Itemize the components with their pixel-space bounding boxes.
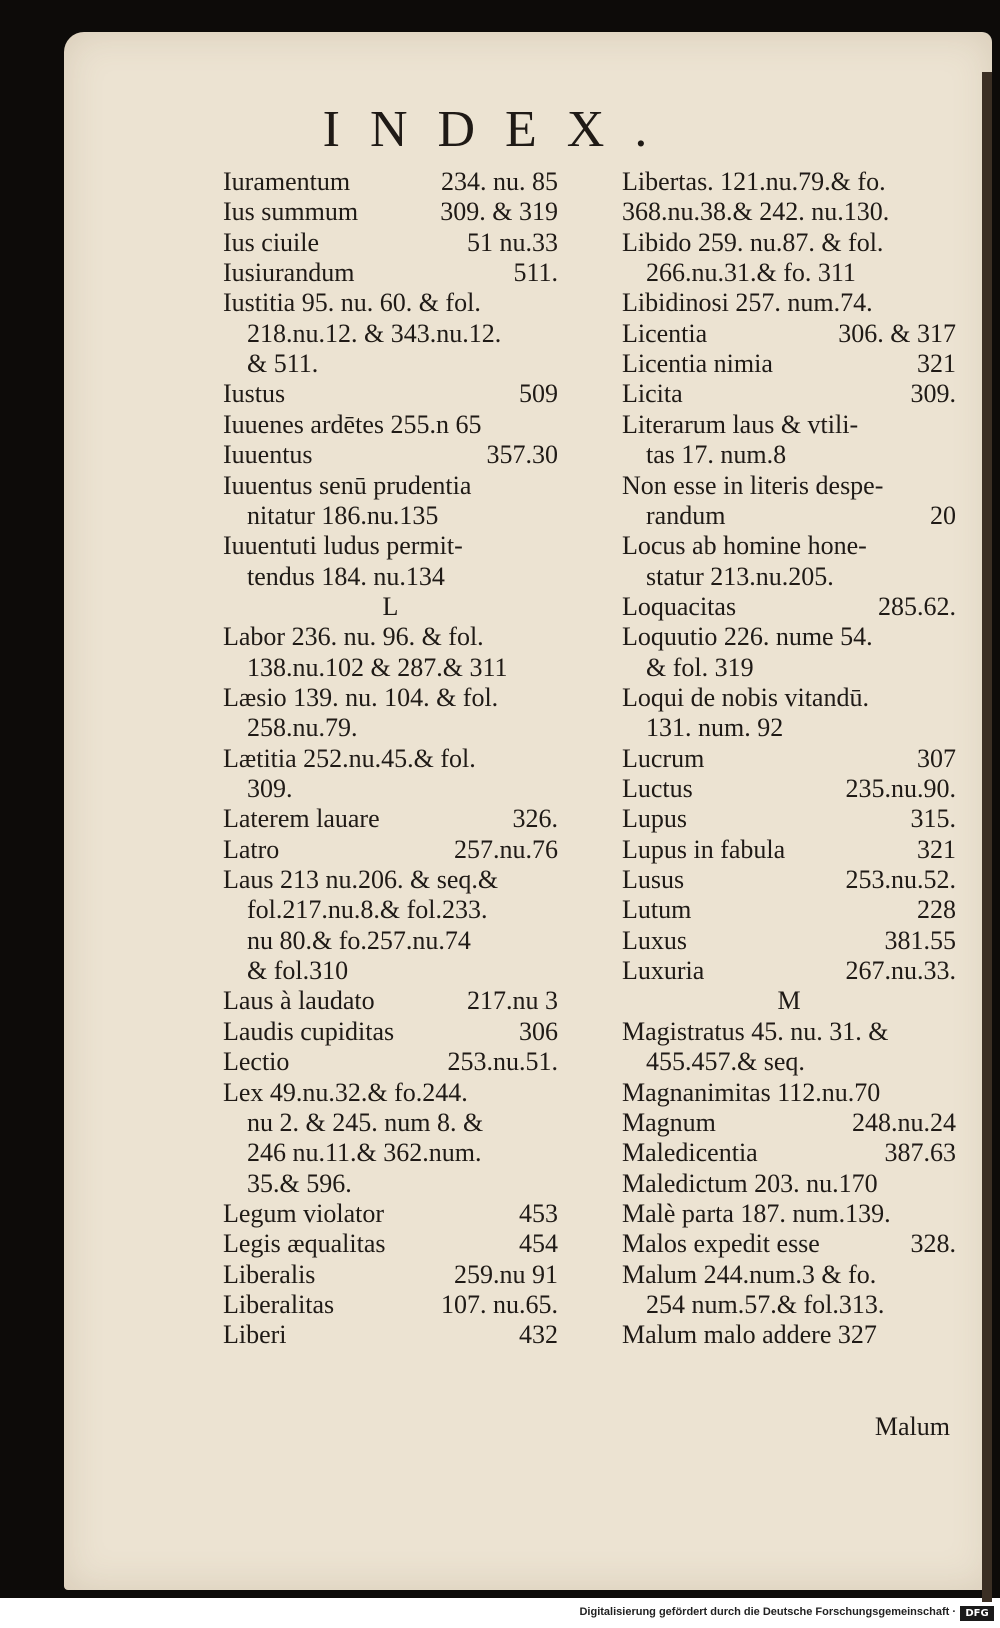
entry-term: Licentia [622,318,708,348]
entry-reference: 315. [910,804,956,834]
section-letter: L [382,591,399,621]
entry-reference: 217.nu 3 [467,986,558,1016]
entry-reference: 20 [930,500,956,530]
entry-term: Iuramentum [223,167,351,196]
entry-term: Laus 213 nu.206. & seq.& [223,865,499,895]
entry-term: Liberi [223,1320,287,1350]
entry-term: Libidinosi 257. num.74. [622,288,873,318]
entry-term: Iuuentuti ludus permit- [223,531,463,561]
entry-term: Loquacitas [622,591,737,621]
entry-reference: 309. & 319 [440,197,558,227]
entry-reference: 309. [910,379,956,409]
entry-term: Ius summum [223,197,359,227]
entry-reference: 248.nu.24 [852,1107,956,1137]
entry-term: Iustitia 95. nu. 60. & fol. [223,288,481,318]
entry-term: Literarum laus & vtili- [622,409,859,439]
footer-bar [0,1602,1000,1628]
entry-term: Lex 49.nu.32.& fo.244. [223,1077,468,1107]
entry-term: 368.nu.38.& 242. nu.130. [622,197,890,227]
entry-term: Legum violator [223,1198,385,1228]
entry-term: 455.457.& seq. [646,1047,805,1077]
entry-term: Laus à laudato [223,986,375,1016]
entry-term: Iustus [223,379,286,409]
entry-term: Liberalitas [223,1289,335,1319]
entry-reference: 253.nu.52. [845,865,956,895]
entry-term: Non esse in literis despe- [622,470,884,500]
entry-term: Lutum [622,895,692,925]
entry-term: 266.nu.31.& fo. 311 [646,258,856,288]
entry-term: Luctus [622,774,693,803]
entry-term: & 511. [247,349,319,379]
entry-term: randum [646,500,726,530]
entry-term: 35.& 596. [247,1168,352,1198]
entry-term: Loqui de nobis vitandū. [622,682,869,712]
entry-reference: 453 [519,1198,558,1228]
entry-term: & fol. 319 [646,652,754,682]
entry-term: Iusiurandum [223,258,355,288]
entry-term: Læsio 139. nu. 104. & fol. [223,682,499,712]
footer-text: Digitalisierung gefördert durch die Deutsche Forschungsgemeinschaft · [579,1606,956,1618]
entry-reference: 328. [910,1229,956,1259]
entry-reference: 454 [519,1229,558,1259]
entry-term: Malos expedit esse [622,1229,820,1259]
entry-term: Malè parta 187. num.139. [622,1198,891,1228]
entry-term: 131. num. 92 [646,713,784,743]
entry-term: & fol.310 [247,956,349,986]
entry-term: 254 num.57.& fol.313. [646,1289,885,1319]
entry-term: Legis æqualitas [223,1229,386,1259]
entry-term: Locus ab homine hone- [622,531,867,561]
entry-term: Maledictum 203. nu.170 [622,1168,878,1198]
entry-reference: 357.30 [486,440,558,470]
entry-reference: 381.55 [884,925,956,955]
entry-term: statur 213.nu.205. [646,561,834,591]
entry-term: Iuuenes ardētes 255.n 65 [223,409,482,439]
section-letter: M [777,986,801,1016]
entry-term: Ius ciuile [223,227,320,257]
entry-reference: 253.nu.51. [447,1047,558,1077]
entry-reference: 432 [519,1320,558,1350]
entry-term: 309. [247,774,293,803]
entry-reference: 306. & 317 [838,318,956,348]
entry-term: 246 nu.11.& 362.num. [247,1138,482,1168]
entry-reference: 326. [512,804,558,834]
entry-reference: 235.nu.90. [845,774,956,803]
entry-term: Laterem lauare [223,804,380,834]
entry-reference: 307 [917,743,956,773]
entry-term: Maledicentia [622,1138,758,1168]
entry-term: nu 80.& fo.257.nu.74 [247,925,471,955]
entry-term: Latro [223,834,280,864]
catchword: Malum [874,1412,950,1441]
entry-term: Loquutio 226. nume 54. [622,622,873,652]
dfg-logo: DFG [960,1606,994,1621]
entry-reference: 306 [519,1016,558,1046]
entry-term: Magnum [622,1107,716,1137]
entry-reference: 285.62. [878,591,956,621]
entry-reference: 257.nu.76 [454,834,558,864]
entry-term: Luxuria [622,956,705,986]
entry-term: Libido 259. nu.87. & fol. [622,227,884,257]
entry-term: Licita [622,379,683,409]
entry-term: Laudis cupiditas [223,1016,395,1046]
entry-term: nu 2. & 245. num 8. & [247,1107,484,1137]
entry-term: 218.nu.12. & 343.nu.12. [247,318,502,348]
entry-term: 138.nu.102 & 287.& 311 [247,652,508,682]
entry-reference: 228 [917,895,956,925]
entry-term: 258.nu.79. [247,713,358,743]
entry-term: Magnanimitas 112.nu.70 [622,1077,881,1107]
entry-reference: 267.nu.33. [845,956,956,986]
entry-term: Liberalis [223,1259,316,1289]
entry-reference: 511. [513,258,558,288]
entry-term: fol.217.nu.8.& fol.233. [247,895,488,925]
page-title: INDEX. [322,101,678,158]
entry-term: Iuuentus senū prudentia [223,470,472,500]
entry-term: tas 17. num.8 [646,440,787,470]
entry-term: Lusus [622,865,685,895]
entry-term: Magistratus 45. nu. 31. & [622,1016,889,1046]
entry-term: Malum malo addere 327 [622,1320,877,1350]
entry-term: Lupus [622,804,687,834]
entry-reference: 234. nu. 85 [441,167,558,196]
page-edge [982,72,992,1612]
entry-term: nitatur 186.nu.135 [247,500,439,530]
entry-term: tendus 184. nu.134 [247,561,445,591]
entry-reference: 509 [519,379,558,409]
entry-term: Iuuentus [223,440,313,470]
entry-term: Libertas. 121.nu.79.& fo. [622,167,886,196]
entry-term: Lectio [223,1047,290,1077]
entry-reference: 321 [917,349,956,379]
entry-term: Luxus [622,925,687,955]
entry-reference: 321 [917,834,956,864]
entry-reference: 51 nu.33 [467,227,558,257]
entry-reference: 387.63 [884,1138,956,1168]
entry-reference: 259.nu 91 [454,1259,558,1289]
entry-term: Malum 244.num.3 & fo. [622,1259,877,1289]
entry-term: Lupus in fabula [622,834,786,864]
entry-term: Lætitia 252.nu.45.& fol. [223,743,476,773]
entry-reference: 107. nu.65. [441,1289,558,1319]
entry-term: Licentia nimia [622,349,773,379]
entry-term: Labor 236. nu. 96. & fol. [223,622,484,652]
entry-term: Lucrum [622,743,705,773]
